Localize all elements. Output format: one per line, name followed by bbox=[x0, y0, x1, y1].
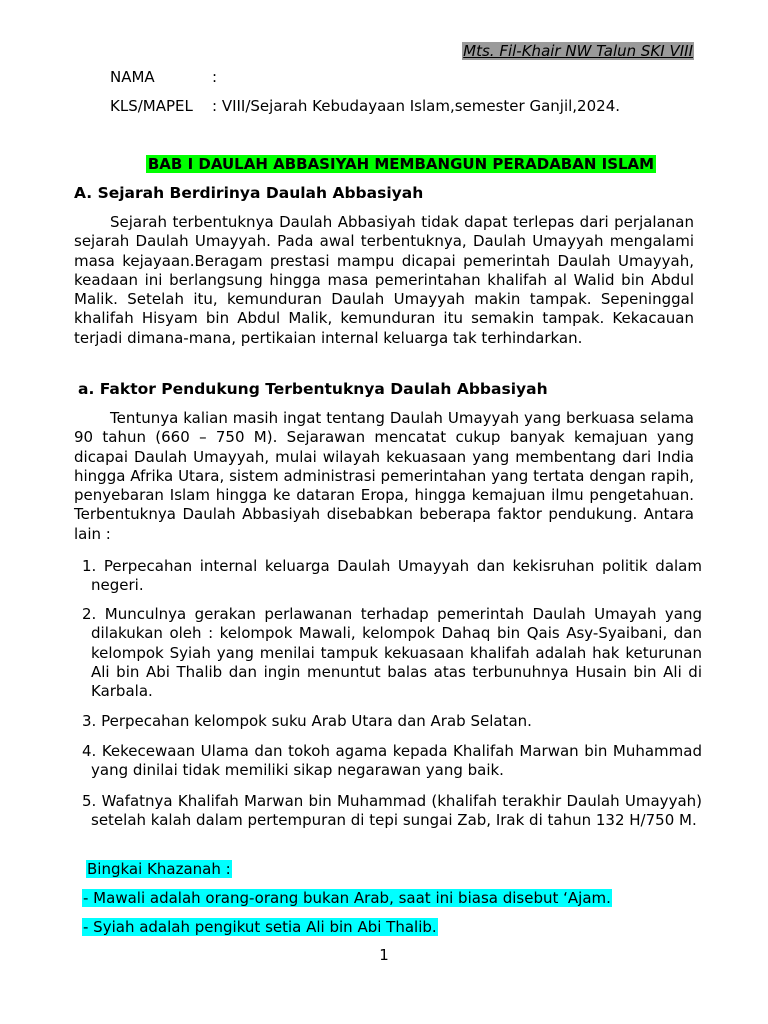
kls-row bbox=[110, 97, 620, 115]
nama-row bbox=[110, 68, 217, 86]
section-a-heading: A. Sejarah Berdirinya Daulah Abbasiyah bbox=[74, 184, 424, 202]
khazanah-item-1-text: - Mawali adalah orang-orang bukan Arab, saat ini biasa disebut ‘Ajam. bbox=[83, 889, 611, 907]
nama-label: NAMA bbox=[110, 68, 155, 86]
subsection-a-paragraph: Tentunya kalian masih ingat tentang Daulah Umayyah yang berkuasa selama 90 tahun (660 – 750 M). Sejarawan mencatat cukup banyak kemajuan yang dicapai Daulah Umayyah, mulai wilayah kekuasaan yang membentang dari India hingga Afrika Utara, sistem administrasi pemerintahan yang tertata dengan rapih, penyebaran Islam hingga ke dataran Eropa, hingga kemajuan ilmu pengetahuan. Terbentuknya Daulah Abbasiyah disebabkan beberapa faktor pendukung. Antara lain : bbox=[74, 409, 694, 543]
factor-item-5: 5. Wafatnya Khalifah Marwan bin Muhammad (khalifah terakhir Daulah Umayyah) setelah kalah dalam pertempuran di tepi sungai Zab, Irak di tahun 132 H/750 M. bbox=[82, 792, 702, 830]
factor-item-3: 3. Perpecahan kelompok suku Arab Utara dan Arab Selatan. bbox=[82, 712, 532, 730]
chapter-title-wrap bbox=[0, 155, 768, 173]
factor-item-1: 1. Perpecahan internal keluarga Daulah Umayyah dan kekisruhan politik dalam negeri. bbox=[82, 557, 702, 595]
subsection-a-heading: a. Faktor Pendukung Terbentuknya Daulah Abbasiyah bbox=[78, 380, 548, 398]
chapter-title: BAB I DAULAH ABBASIYAH MEMBANGUN PERADABAN ISLAM bbox=[147, 155, 655, 173]
page-number: 1 bbox=[379, 946, 389, 964]
khazanah-title-text: Bingkai Khazanah : bbox=[87, 860, 231, 878]
khazanah-item-2 bbox=[82, 918, 438, 937]
khazanah-title bbox=[86, 860, 232, 879]
khazanah-item-2-text: - Syiah adalah pengikut setia Ali bin Abi Thalib. bbox=[83, 918, 437, 936]
factor-item-2: 2. Munculnya gerakan perlawanan terhadap pemerintah Daulah Umayah yang dilakukan oleh : kelompok Mawali, kelompok Dahaq bin Qais Asy-Syaibani, dan kelompok Syiah yang menilai tampuk kekuasaan khalifah adalah hak keturunan Ali bin Abi Thalib dan ingin menuntut balas atas terbunuhnya Husain bin Ali di Karbala. bbox=[82, 605, 702, 701]
khazanah-item-1 bbox=[82, 889, 612, 908]
section-a-paragraph: Sejarah terbentuknya Daulah Abbasiyah tidak dapat terlepas dari perjalanan sejarah Daulah Umayyah. Pada awal terbentuknya, Daulah Umayyah mengalami masa kejayaan.Beragam prestasi mampu dicapai pemerintah Daulah Umayyah, keadaan ini berlangsung hingga masa pemerintahan khalifah al Walid bin Abdul Malik. Setelah itu, kemunduran Daulah Umayyah makin tampak. Sepeninggal khalifah Hisyam bin Abdul Malik, kemunduran itu semakin tampak. Kekacauan terjadi dimana-mana, pertikaian internal keluarga tak terhindarkan. bbox=[74, 213, 694, 347]
school-header: Mts. Fil-Khair NW Talun SKI VIII bbox=[463, 42, 693, 60]
kls-label: KLS/MAPEL bbox=[110, 97, 193, 115]
kls-value: : VIII/Sejarah Kebudayaan Islam,semester Ganjil,2024. bbox=[212, 97, 621, 115]
nama-value: : bbox=[212, 68, 218, 86]
factor-item-4: 4. Kekecewaan Ulama dan tokoh agama kepada Khalifah Marwan bin Muhammad yang dinilai tidak memiliki sikap negarawan yang baik. bbox=[82, 742, 702, 780]
